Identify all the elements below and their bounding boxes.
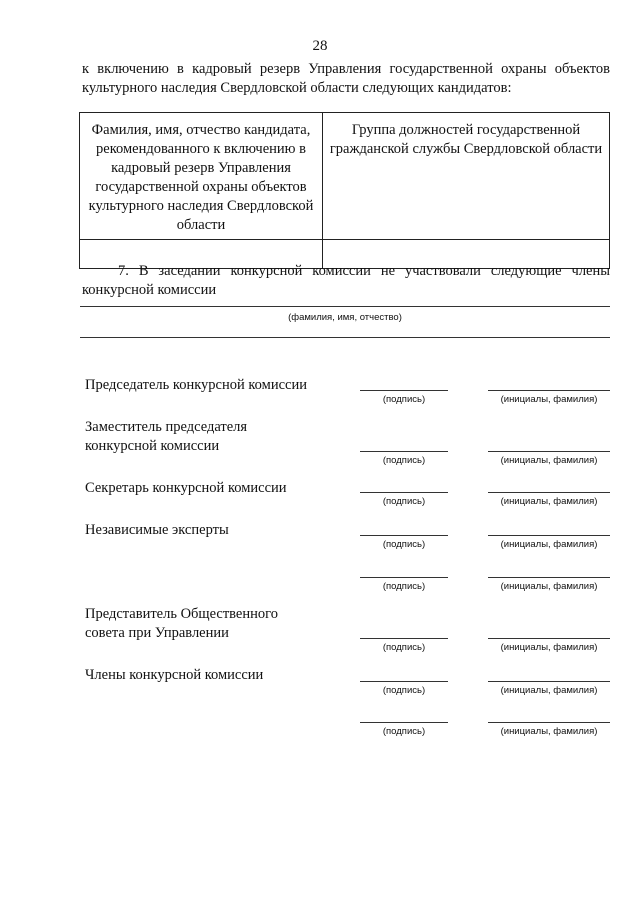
signature-caption: (подпись) bbox=[382, 726, 426, 737]
signature-caption: (подпись) bbox=[382, 394, 426, 405]
signature-line bbox=[360, 722, 448, 723]
page-number: 28 bbox=[312, 38, 328, 54]
initials-line bbox=[488, 535, 610, 536]
signature-line bbox=[360, 390, 448, 391]
initials-caption: (инициалы, фамилия) bbox=[500, 455, 598, 466]
table-header-row bbox=[80, 113, 610, 240]
signature-caption: (подпись) bbox=[382, 581, 426, 592]
paragraph-7: 7. В заседании конкурсной комиссии не участвовали следующие члены конкурсной комиссии bbox=[82, 263, 610, 298]
initials-caption: (инициалы, фамилия) bbox=[500, 394, 598, 405]
role-independent-experts: Независимые эксперты bbox=[85, 522, 229, 538]
initials-line bbox=[488, 722, 610, 723]
table-header-position-group: Группа должностей государственной гражданской службы Свердловской области bbox=[323, 113, 610, 240]
signature-caption: (подпись) bbox=[382, 685, 426, 696]
role-representative-line-2: совета при Управлении bbox=[85, 625, 229, 641]
candidates-table bbox=[79, 112, 610, 269]
role-secretary: Секретарь конкурсной комиссии bbox=[85, 480, 287, 496]
intro-text: к включению в кадровый резерв Управления государственной охраны объектов культурного наследия Свердловской области следующих кандидатов: bbox=[82, 61, 610, 96]
signature-caption: (подпись) bbox=[382, 539, 426, 550]
signature-line bbox=[360, 681, 448, 682]
initials-caption: (инициалы, фамилия) bbox=[500, 581, 598, 592]
initials-line bbox=[488, 492, 610, 493]
signature-caption: (подпись) bbox=[382, 455, 426, 466]
role-chairman: Председатель конкурсной комиссии bbox=[85, 377, 307, 393]
initials-line bbox=[488, 681, 610, 682]
initials-caption: (инициалы, фамилия) bbox=[500, 726, 598, 737]
initials-line bbox=[488, 638, 610, 639]
initials-caption: (инициалы, фамилия) bbox=[500, 539, 598, 550]
signature-line bbox=[360, 638, 448, 639]
initials-line bbox=[488, 577, 610, 578]
role-deputy-line-1: Заместитель председателя bbox=[85, 419, 248, 435]
role-deputy-line-2: конкурсной комиссии bbox=[85, 438, 220, 454]
table-header-candidate-name: Фамилия, имя, отчество кандидата, рекомендованного к включению в кадровый резерв Управления государственной охраны объектов культурного наследия Свердловской области bbox=[80, 113, 323, 240]
initials-line bbox=[488, 451, 610, 452]
initials-caption: (инициалы, фамилия) bbox=[500, 685, 598, 696]
fio-caption: (фамилия, имя, отчество) bbox=[288, 312, 402, 323]
signature-line bbox=[360, 535, 448, 536]
initials-caption: (инициалы, фамилия) bbox=[500, 642, 598, 653]
signature-line bbox=[360, 492, 448, 493]
role-commission-members: Члены конкурсной комиссии bbox=[85, 667, 264, 683]
absent-members-line-1 bbox=[80, 306, 610, 307]
signature-line bbox=[360, 577, 448, 578]
signature-caption: (подпись) bbox=[382, 642, 426, 653]
signature-caption: (подпись) bbox=[382, 496, 426, 507]
signature-line bbox=[360, 451, 448, 452]
absent-members-line-2 bbox=[80, 337, 610, 338]
role-representative-line-1: Представитель Общественного bbox=[85, 606, 278, 622]
initials-caption: (инициалы, фамилия) bbox=[500, 496, 598, 507]
initials-line bbox=[488, 390, 610, 391]
